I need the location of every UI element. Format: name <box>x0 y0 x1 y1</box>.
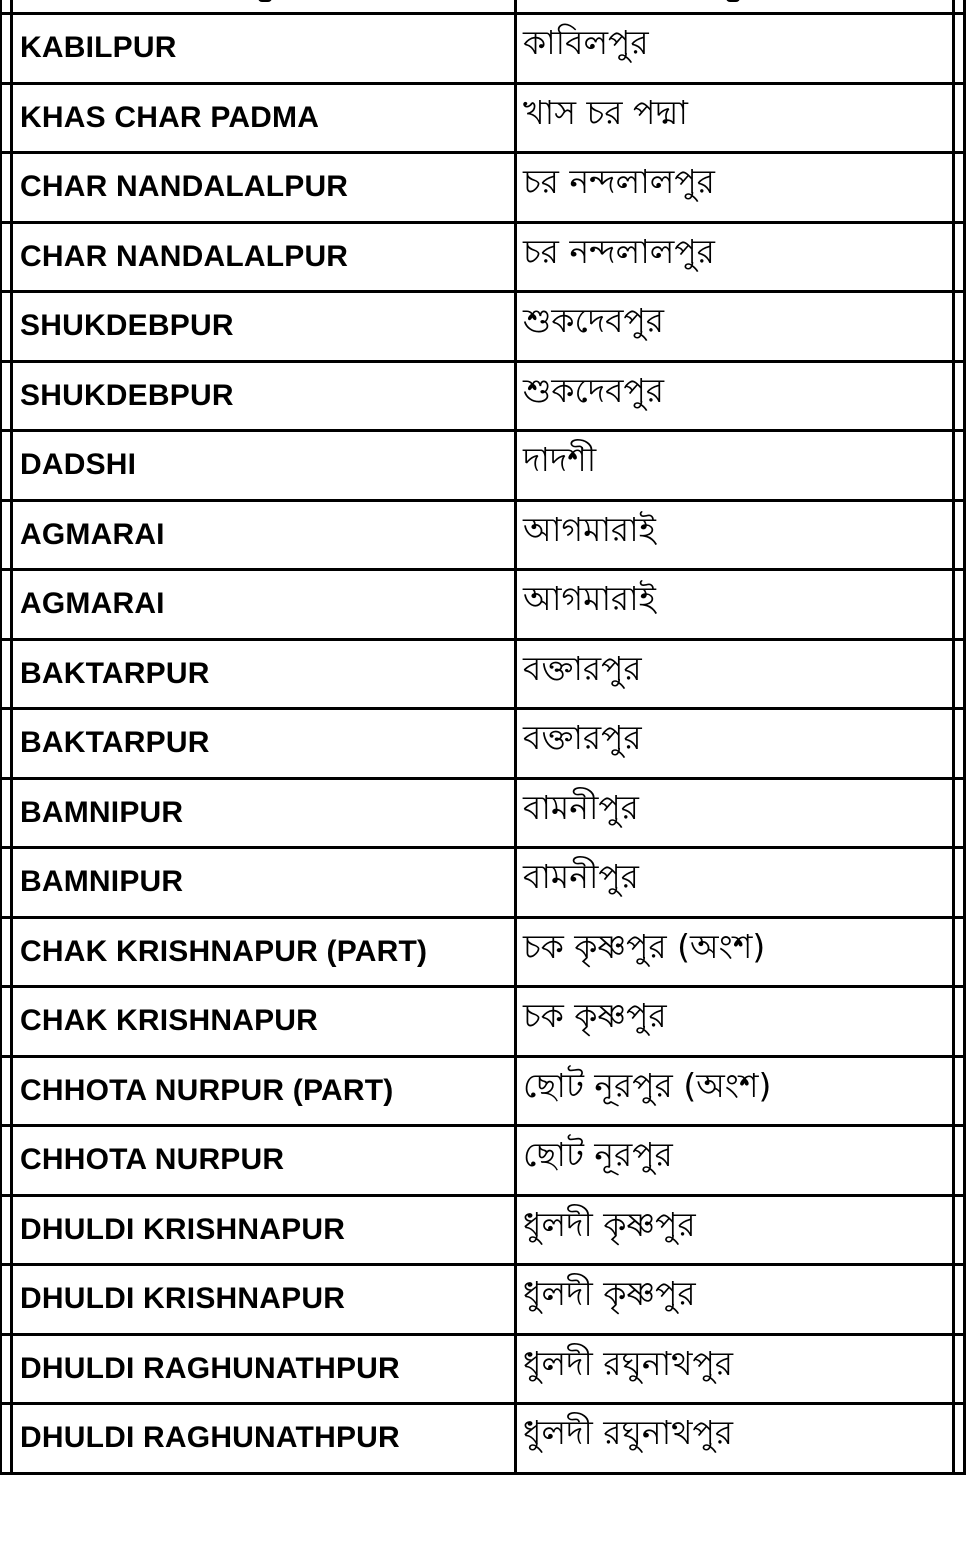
bengali-village-name: আগমারাই <box>523 579 656 618</box>
row-border <box>0 1055 966 1058</box>
bengali-village-name: দাদশী <box>523 440 597 479</box>
cropped-header-glyph <box>726 0 740 2</box>
bengali-village-name: কাবিলপুর <box>523 23 649 62</box>
english-village-name: CHAK KRISHNAPUR (PART) <box>20 935 428 968</box>
english-village-name: KHAS CHAR PADMA <box>20 101 320 134</box>
bengali-village-name: চর নন্দলালপুর <box>523 162 715 201</box>
bengali-village-name: আগমারাই <box>523 510 656 549</box>
bengali-village-name: চর নন্দলালপুর <box>523 232 715 271</box>
english-village-name: DHULDI KRISHNAPUR <box>20 1213 346 1246</box>
row-border <box>0 638 966 641</box>
bengali-village-name: বামনীপুর <box>523 857 639 896</box>
row-border <box>0 499 966 502</box>
english-village-name: AGMARAI <box>20 518 165 551</box>
english-village-name: BAKTARPUR <box>20 657 210 690</box>
bengali-village-name: ধুলদী রঘুনাথপুর <box>523 1344 734 1383</box>
english-village-name: BAMNIPUR <box>20 865 184 898</box>
row-border <box>0 985 966 988</box>
row-border <box>0 1194 966 1197</box>
english-village-name: BAMNIPUR <box>20 796 184 829</box>
english-village-name: AGMARAI <box>20 587 165 620</box>
row-border <box>0 429 966 432</box>
english-village-name: SHUKDEBPUR <box>20 309 234 342</box>
english-village-name: DADSHI <box>20 448 137 481</box>
cropped-header-glyph <box>258 0 272 2</box>
row-border <box>0 290 966 293</box>
bengali-village-name: ধুলদী রঘুনাথপুর <box>523 1413 734 1452</box>
row-border <box>0 82 966 85</box>
english-village-name: DHULDI RAGHUNATHPUR <box>20 1421 400 1454</box>
bengali-village-name: চক কৃষ্ণপুর (অংশ) <box>523 927 766 966</box>
english-village-name: BAKTARPUR <box>20 726 210 759</box>
row-border <box>0 360 966 363</box>
english-village-name: CHAR NANDALALPUR <box>20 170 349 203</box>
row-border <box>0 846 966 849</box>
row-border <box>0 568 966 571</box>
bengali-village-name: বক্তারপুর <box>523 718 642 757</box>
english-village-name: DHULDI RAGHUNATHPUR <box>20 1352 400 1385</box>
row-border <box>0 221 966 224</box>
row-border <box>0 707 966 710</box>
english-village-name: KABILPUR <box>20 31 177 64</box>
bengali-village-name: বক্তারপুর <box>523 649 642 688</box>
bengali-village-name: শুকদেবপুর <box>523 371 665 410</box>
bengali-village-name: চক কৃষ্ণপুর <box>523 996 667 1035</box>
bengali-village-name: শুকদেবপুর <box>523 301 665 340</box>
bengali-village-name: খাস চর পদ্মা <box>523 93 688 132</box>
row-border <box>0 12 966 15</box>
row-border <box>0 916 966 919</box>
bengali-village-name: ছোট নূরপুর (অংশ) <box>523 1066 772 1105</box>
row-border <box>0 1472 966 1475</box>
english-village-name: CHHOTA NURPUR <box>20 1143 285 1176</box>
bengali-village-name: ছোট নূরপুর <box>523 1135 673 1174</box>
row-border <box>0 1263 966 1266</box>
row-border <box>0 1124 966 1127</box>
bengali-village-name: ধুলদী কৃষ্ণপুর <box>523 1274 696 1313</box>
english-village-name: CHAK KRISHNAPUR <box>20 1004 319 1037</box>
bengali-village-name: বামনীপুর <box>523 788 639 827</box>
english-village-name: CHAR NANDALALPUR <box>20 240 349 273</box>
row-border <box>0 1402 966 1405</box>
row-border <box>0 1333 966 1336</box>
bengali-village-name: ধুলদী কৃষ্ণপুর <box>523 1205 696 1244</box>
row-border <box>0 151 966 154</box>
english-village-name: CHHOTA NURPUR (PART) <box>20 1074 394 1107</box>
english-village-name: DHULDI KRISHNAPUR <box>20 1282 346 1315</box>
english-village-name: SHUKDEBPUR <box>20 379 234 412</box>
row-border <box>0 777 966 780</box>
